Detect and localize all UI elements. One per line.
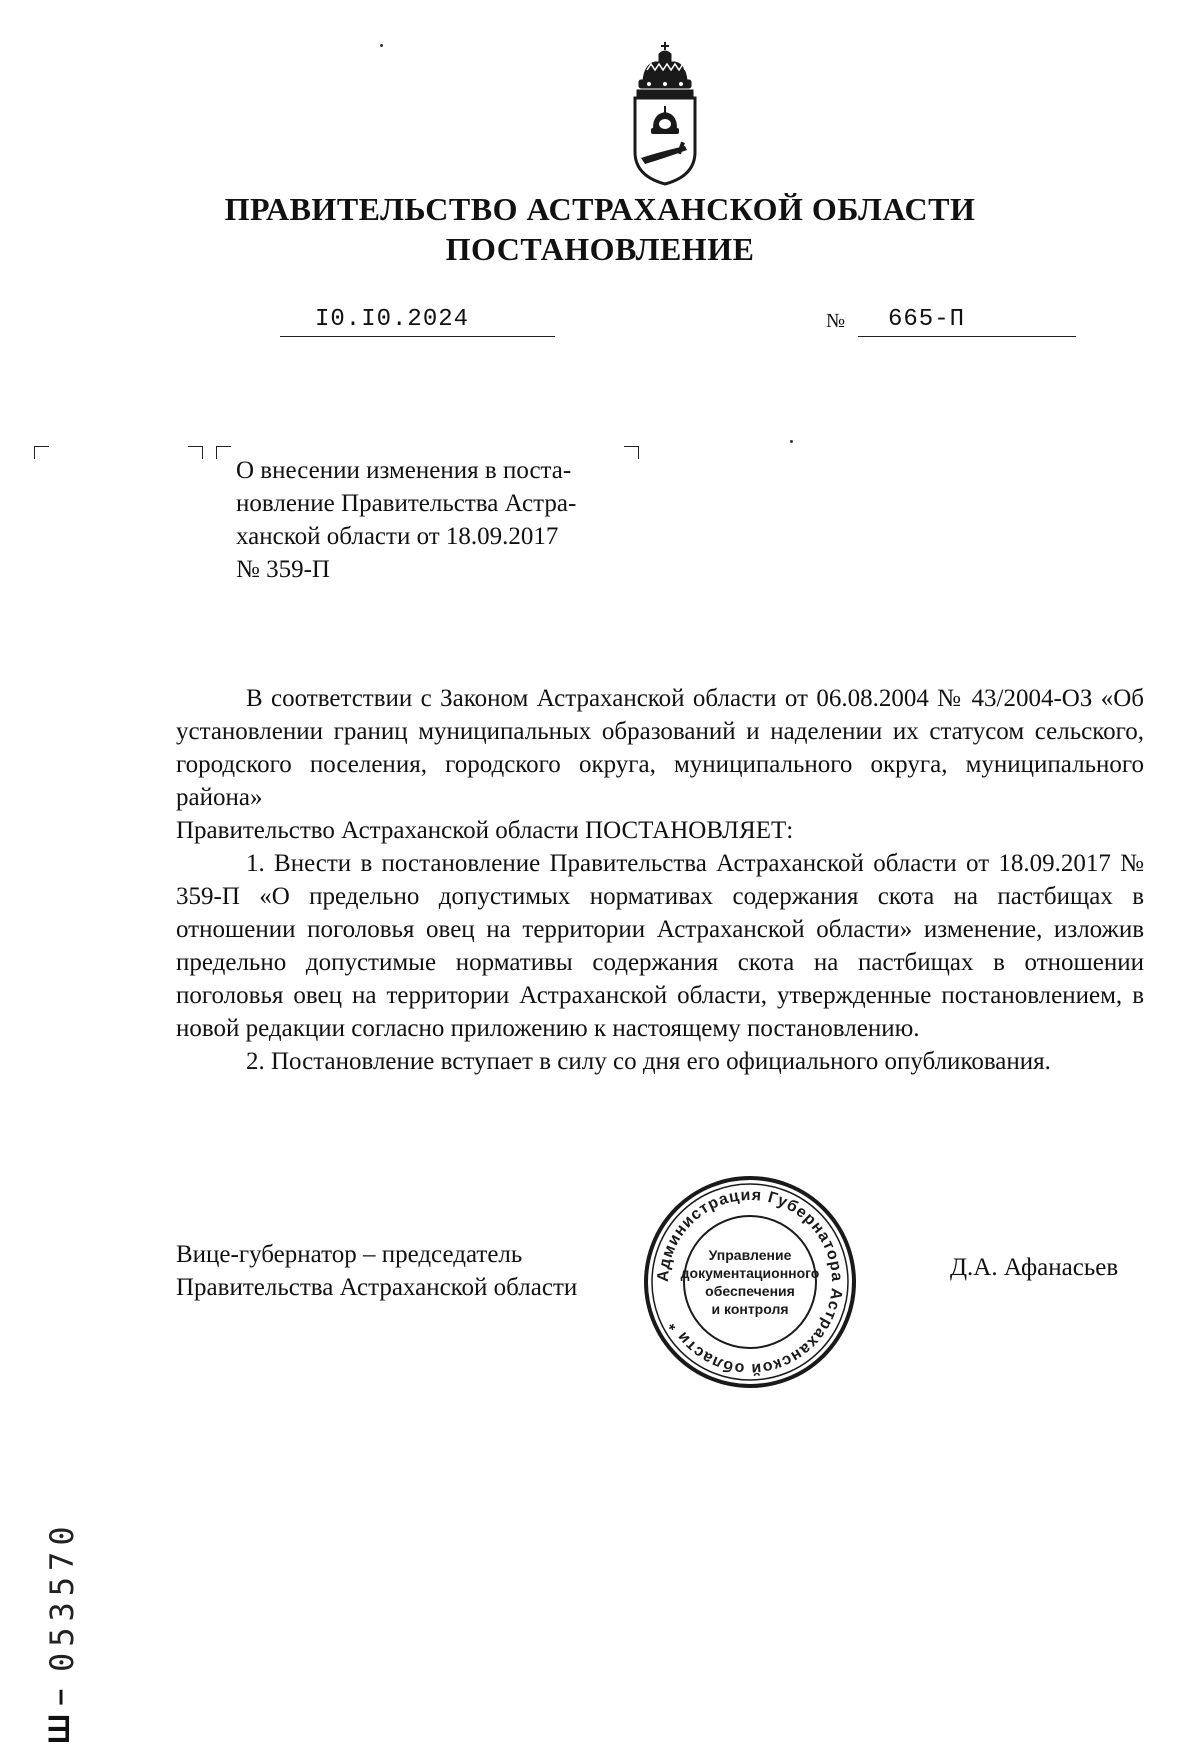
document-subject: [236, 454, 618, 586]
number-underline: [858, 336, 1076, 337]
signatory-name: Д.А. Афанасьев: [950, 1254, 1119, 1281]
corner-mark-left: [34, 446, 49, 459]
position-line: Правительства Астраханской области: [176, 1274, 578, 1301]
signatory-position: [176, 1238, 577, 1304]
document-type-title: ПОСТАНОВЛЕНИЕ: [445, 231, 755, 267]
position-line: Вице-губернатор – председатель: [176, 1241, 523, 1268]
stamp-center-line: обеспечения: [705, 1283, 795, 1299]
subject-line: № 359-П: [236, 556, 330, 583]
stamp-center-line: документационного: [680, 1265, 820, 1281]
stamp-ring-text: Администрация Губернатора Астраханской области *: [654, 1186, 846, 1378]
corner-mark-subject-right: [624, 446, 639, 459]
preamble-paragraph: В соответствии с Законом Астраханской области от 06.08.2004 № 43/2004-ОЗ «Об установлении границ муниципальных образований и наделении их статусом сельского, городского поселения, городского округа, муниципального округа, муниципального района»: [176, 685, 1144, 811]
document-body: [176, 682, 1144, 1078]
document-date: I0.I0.2024: [315, 306, 470, 333]
form-serial-number: [40, 1520, 81, 1744]
document-number: 665-П: [888, 306, 966, 333]
coat-of-arms-icon: [625, 40, 705, 188]
serial-prefix: Ш –: [43, 1688, 76, 1744]
number-sign: №: [826, 310, 846, 332]
scan-speck: [790, 440, 793, 443]
stamp-center-line: Управление: [708, 1247, 792, 1263]
official-stamp: [640, 1172, 860, 1392]
subject-line: О внесении изменения в поста-: [236, 457, 572, 484]
date-underline: [280, 336, 555, 337]
scan-speck: [380, 44, 383, 47]
stamp-center-line: и контроля: [711, 1301, 789, 1317]
corner-mark-subject-right-inner: [188, 446, 203, 459]
subject-line: новление Правительства Астра-: [236, 490, 577, 517]
organization-title: ПРАВИТЕЛЬСТВО АСТРАХАНСКОЙ ОБЛАСТИ: [224, 191, 976, 227]
corner-mark-subject-left: [216, 446, 231, 459]
subject-line: ханской области от 18.09.2017: [236, 523, 559, 550]
item-1-paragraph: 1. Внести в постановление Правительства Астраханской области от 18.09.2017 № 359-П «О предельно допустимых нормативах содержания скота на пастбищах в отношении поголовья овец на территории Астраханской области» изменение, изложив предельно допустимые нормативы содержания скота на пастбищах в отношении поголовья овец на территории Астраханской области, утвержденные постановлением, в новой редакции согласно приложению к настоящему постановлению.: [176, 850, 1144, 1042]
resolution-line: Правительство Астраханской области ПОСТАНОВЛЯЕТ:: [176, 817, 794, 844]
serial-digits: 053570: [43, 1520, 81, 1672]
item-2-paragraph: 2. Постановление вступает в силу со дня его официального опубликования.: [246, 1048, 1051, 1075]
